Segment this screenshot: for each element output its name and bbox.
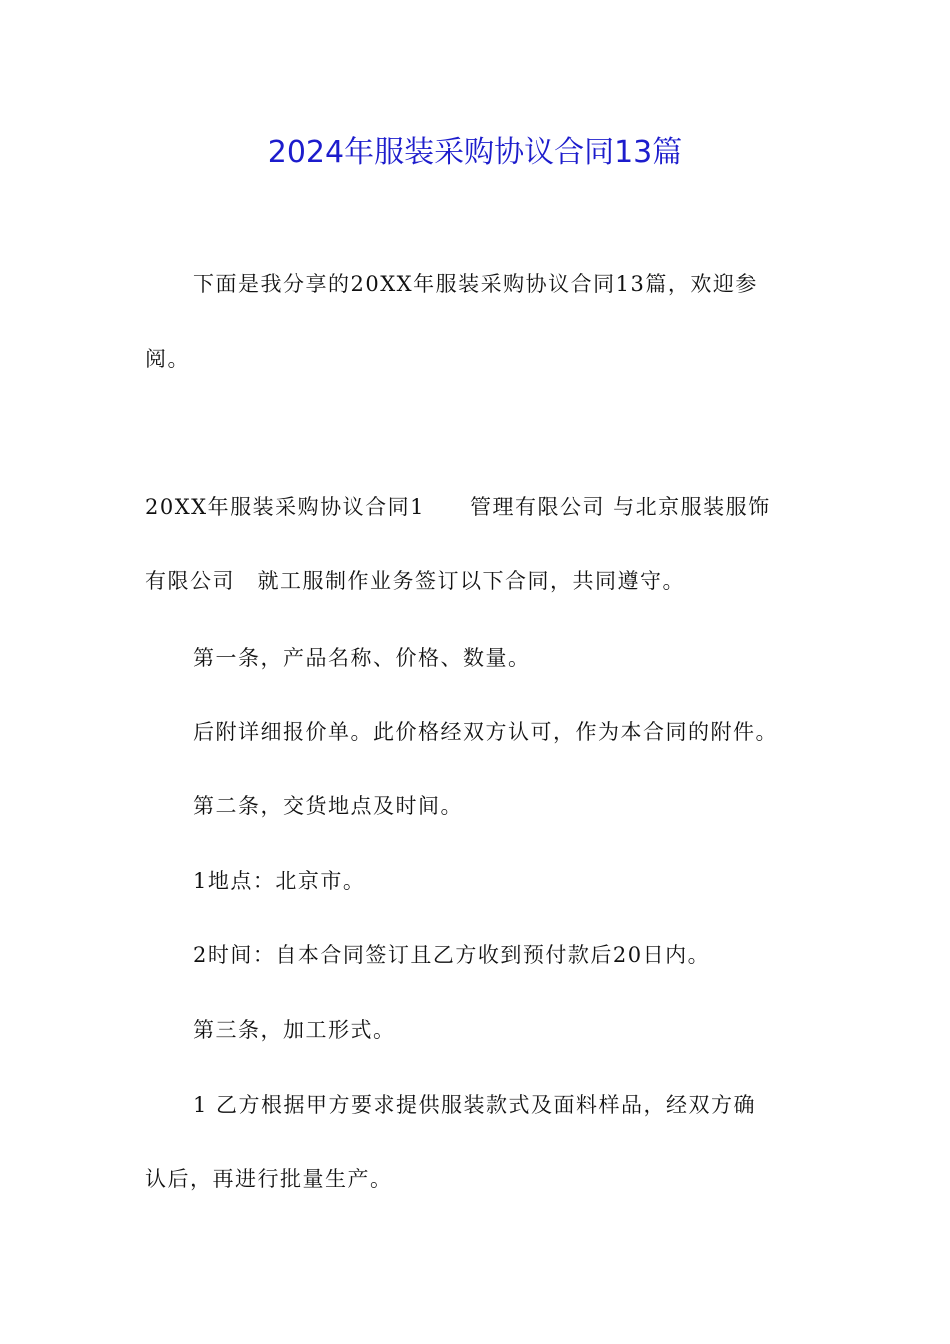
intro-paragraph-line-1: 下面是我分享的20XX年服装采购协议合同13篇，欢迎参 <box>193 272 758 296</box>
article-three-item-1-line-1: 1 乙方根据甲方要求提供服装款式及面料样品，经双方确 <box>193 1093 757 1117</box>
contract-heading-line-1: 20XX年服装采购协议合同1 管理有限公司 与北京服装服饰 <box>145 495 771 519</box>
article-three-item-1-line-2: 认后，再进行批量生产。 <box>145 1167 393 1191</box>
intro-paragraph-line-2: 阅。 <box>145 347 190 371</box>
article-three-heading: 第三条，加工形式。 <box>193 1018 396 1042</box>
article-two-item-1: 1地点：北京市。 <box>193 869 366 893</box>
article-one-heading: 第一条，产品名称、价格、数量。 <box>193 646 531 670</box>
contract-heading-line-2: 有限公司 就工服制作业务签订以下合同，共同遵守。 <box>145 569 685 593</box>
article-two-item-2: 2时间：自本合同签订且乙方收到预付款后20日内。 <box>193 943 711 967</box>
article-one-text: 后附详细报价单。此价格经双方认可，作为本合同的附件。 <box>193 720 778 744</box>
document-title: 2024年服装采购协议合同13篇 <box>267 135 683 170</box>
article-two-heading: 第二条，交货地点及时间。 <box>193 794 463 818</box>
